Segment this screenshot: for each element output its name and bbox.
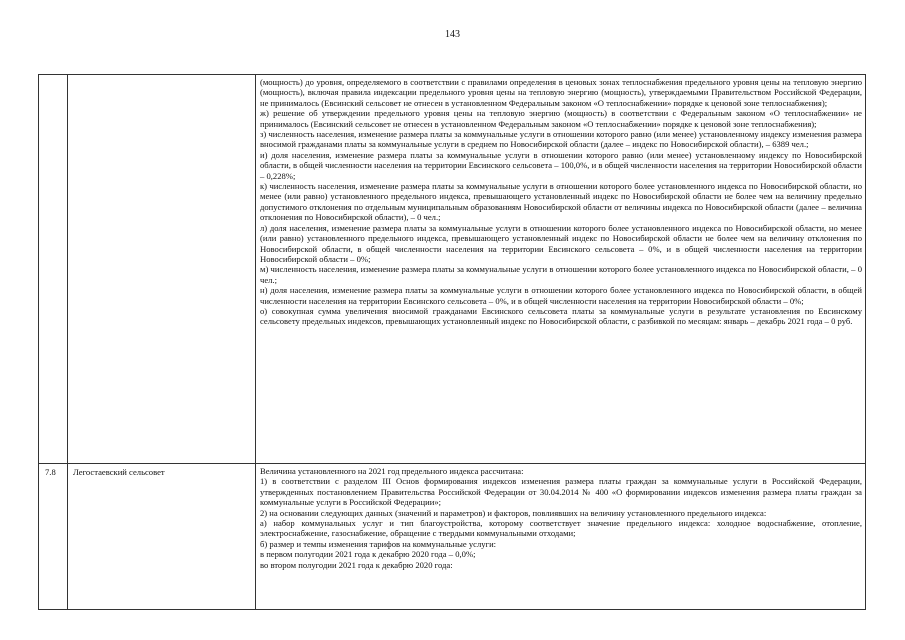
paragraph: Величина установленного на 2021 год предельного индекса рассчитана: [260, 466, 524, 476]
justification-cell [256, 464, 866, 610]
paragraph: и) доля населения, изменение размера платы за коммунальные услуги в отношении которого равно (или менее) установленному индексу по Новосибирской области, в общей численности населения на территории Евсинского сельсовета – 100,0%, и в общей численности населения на территории Новосибирской области – 0,228%; [260, 149, 862, 181]
paragraph: н) доля населения, изменение размера платы за коммунальные услуги в отношении которого более установленного индекса по Новосибирской области, в общей численности населения на территории Евсинского сельсовета – 0%, и в общей численности населения на территории Новосибирской области – 0%; [260, 285, 862, 306]
municipality-cell [68, 75, 256, 464]
paragraph: 1) в соответствии с разделом III Основ формирования индексов изменения размера платы граждан за коммунальные услуги в Российской Федерации, утвержденных постановлением Правительства Российской Федерации от 30.04.2014 № 400 «О формировании индексов изменения размера платы граждан за коммунальные услуги в Российской Федерации»; [260, 476, 862, 508]
justification-text [256, 464, 865, 572]
municipality-cell [68, 464, 256, 610]
paragraph: б) размер и темпы изменения тарифов на коммунальные услуги: [260, 538, 497, 549]
paragraph: з) численность населения, изменение размера платы за коммунальные услуги в отношении которого равно (или менее) установленному индексу изменения размера вносимой гражданами платы за коммунальные услуги в среднем по Новосибирской области (далее – индекс по Новосибирской области), – 6389 чел.; [260, 129, 862, 150]
paragraph: 2) на основании следующих данных (значений и параметров) и факторов, повлиявших на величину установленного предельного индекса: [260, 507, 767, 518]
table-row [39, 75, 866, 464]
paragraph: м) численность населения, изменение размера платы за коммунальные услуги в отношении которого более установленного индекса по Новосибирской области, – 0 чел.; [260, 264, 862, 285]
paragraph: в первом полугодии 2021 года к декабрю 2020 года – 0,0%; [260, 549, 476, 560]
paragraph: о) совокупная сумма увеличения вносимой гражданами Евсинского сельсовета платы за коммунальные услуги в результате установления по Евсинскому сельсовету предельных индексов, превышающих установленный индекс по Новосибирской области, с разбивкой по месяцам: январь – декабрь 2021 года – 0 руб. [260, 305, 862, 327]
justification-cell [256, 75, 866, 464]
paragraph: к) численность населения, изменение размера платы за коммунальные услуги в отношении которого более установленного индекса по Новосибирской области, но менее (или равно) установленного предельного индекса, превышающего установленный индекс по Новосибирской области не более чем на величину предельно допустимого отклонения по отдельным муниципальным образованиям Новосибирской области от величины индекса по Новосибирской области (далее – величина отклонения по Новосибирской области), – 0 чел.; [260, 181, 862, 223]
row-number-cell [39, 75, 68, 464]
row-number-cell [39, 464, 68, 610]
paragraph: (мощность) до уровня, определяемого в соответствии с правилами определения в ценовых зонах теплоснабжения предельного уровня цены на тепловую энергию (мощность), включая правила индексации предельного уровня цены на тепловую энергию (мощность), утверждаемыми Правительством Российской Федерации, не принималось (Евсинский сельсовет не отнесен в установленном Федеральным законом «О теплоснабжении» порядке к ценовой зоне теплоснабжения); [260, 77, 862, 108]
paragraph: л) доля населения, изменение размера платы за коммунальные услуги в отношении которого более установленного индекса по Новосибирской области, но менее (или равно) установленного предельного индекса, превышающего установленный индекс по Новосибирской области не более чем на величину отклонения по Новосибирской области, в общей численности населения на территории Евсинского сельсовета – 0%, и в общей численности населения на территории Новосибирской области – 0%; [260, 222, 862, 264]
page-number: 143 [445, 29, 460, 40]
paragraph: во втором полугодии 2021 года к декабрю 2020 года: [260, 559, 453, 570]
row-number [39, 75, 67, 78]
justification-table [38, 74, 866, 610]
paragraph: а) набор коммунальных услуг и тип благоустройства, которому соответствует значение предельного индекса: холодное водоснабжение, отопление, электроснабжение, газоснабжение, обращение с твердыми коммунальными отходами; [260, 518, 862, 539]
paragraph: ж) решение об утверждении предельного уровня цены на тепловую энергию (мощность) в соответствии с Федеральным законом «О теплоснабжении» не принималось (Евсинский сельсовет не отнесен в установленном Федеральным законом «О теплоснабжении» порядке к ценовой зоне теплоснабжения); [260, 108, 862, 129]
justification-text [256, 75, 865, 329]
municipality-name: Легостаевский сельсовет [73, 467, 165, 477]
table-row [39, 464, 866, 610]
row-number: 7.8 [45, 467, 56, 477]
municipality-name [68, 75, 255, 78]
